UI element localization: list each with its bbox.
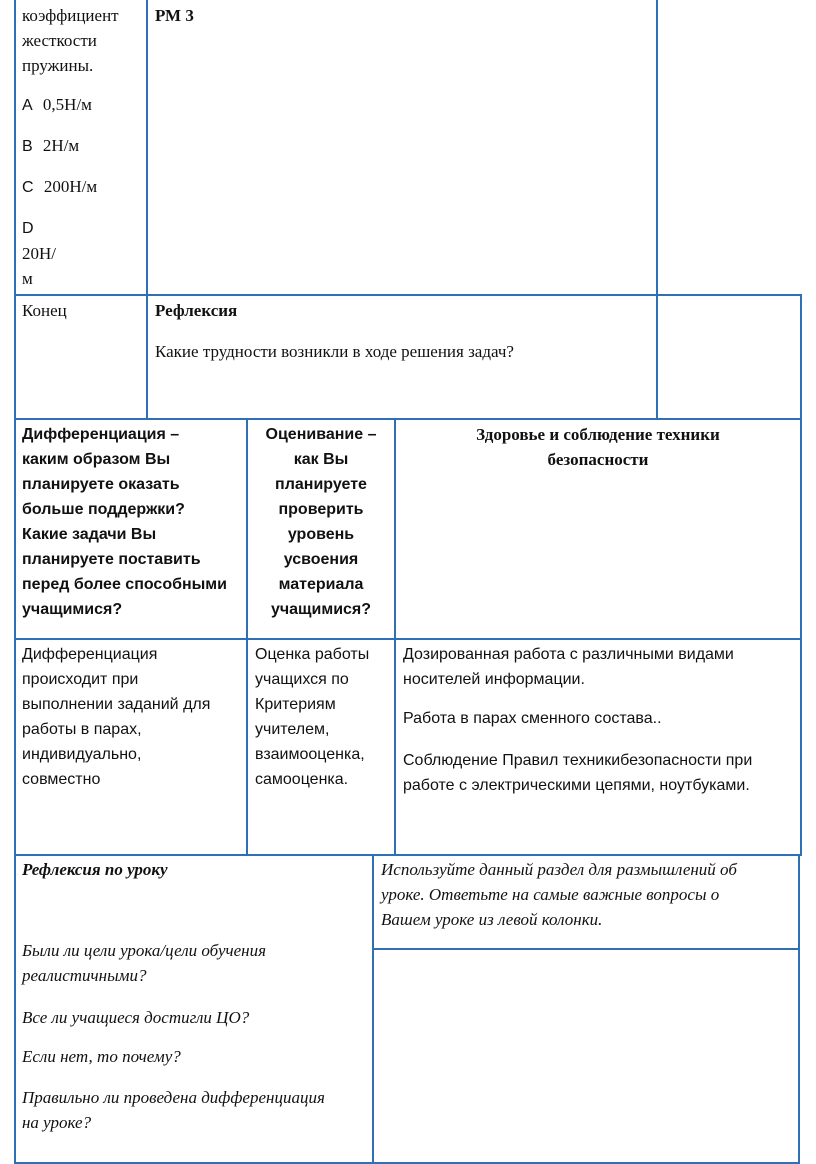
health-header <box>396 422 800 472</box>
option-value: 2Н/м <box>42 136 80 155</box>
reflection-q1 <box>22 938 266 988</box>
content-line: происходит при <box>22 671 139 688</box>
option-letter: C <box>22 179 34 196</box>
content-line: Дозированная работа с различными видами <box>403 646 734 663</box>
question-line: жесткости <box>22 31 97 50</box>
content-line: работы в парах, <box>22 721 142 738</box>
header-line: учащимися? <box>22 601 123 618</box>
question-line: на уроке? <box>22 1113 92 1132</box>
content-line: Дифференциация <box>22 646 158 663</box>
header-line: больше поддержки? <box>22 501 185 518</box>
instruction-line: Используйте данный раздел для размышлений об <box>381 860 737 879</box>
option-a <box>22 92 92 118</box>
reflection-title: Рефлексия <box>155 301 238 320</box>
content-line: совместно <box>22 771 101 788</box>
pm-cell <box>146 0 658 296</box>
header-line: уровень <box>287 526 355 543</box>
pm-label: РМ 3 <box>155 6 194 25</box>
option-letter: A <box>22 97 33 114</box>
header-line: материала <box>278 576 364 593</box>
content-line: работе с электрическими цепями, ноутбуками. <box>403 777 750 794</box>
content-line: взаимооценка, <box>255 746 365 763</box>
lesson-reflection-title: Рефлексия по уроку <box>22 860 168 879</box>
header-line: проверить <box>278 501 364 518</box>
content-line: Соблюдение Правил техникибезопасности при <box>403 752 753 769</box>
option-value: 200Н/м <box>43 177 98 196</box>
reflection-instructions <box>381 857 737 932</box>
header-line: усвоения <box>283 551 359 568</box>
content-line: Критериям <box>255 696 336 713</box>
content-line: учащихся по <box>255 671 349 688</box>
header-line: планируете поставить <box>22 551 201 568</box>
content-line: учителем, <box>255 721 330 738</box>
question-line: Правильно ли проведена дифференциация <box>22 1088 325 1107</box>
header-line: планируете оказать <box>22 476 180 493</box>
reflection-q3: Если нет, то почему? <box>22 1047 181 1066</box>
resources-cell <box>656 294 802 420</box>
reflection-question: Какие трудности возникли в ходе решения задач? <box>155 342 514 361</box>
header-line: безопасности <box>547 450 649 469</box>
differentiation-header <box>22 422 227 622</box>
assessment-content <box>255 642 369 792</box>
header-line: Здоровье и соблюдение техники <box>476 425 720 444</box>
header-line: Какие задачи Вы <box>22 526 157 543</box>
differentiation-content <box>22 642 210 792</box>
header-line: учащимися? <box>270 601 372 618</box>
health-content-p1 <box>403 642 734 692</box>
header-line: Оценивание – <box>265 426 377 443</box>
content-line: носителей информации. <box>403 671 585 688</box>
instruction-line: Вашем уроке из левой колонки. <box>381 910 603 929</box>
option-value: 0,5Н/м <box>42 95 92 114</box>
question-line: пружины. <box>22 56 94 75</box>
option-letter: B <box>22 138 33 155</box>
content-line: выполнении заданий для <box>22 696 211 713</box>
stage-label: Конец <box>22 301 67 320</box>
question-text <box>22 3 119 78</box>
header-line: планируете <box>275 476 367 493</box>
reflection-q2: Все ли учащиеся достигли ЦО? <box>22 1008 250 1027</box>
header-line: каким образом Вы <box>22 451 171 468</box>
reflection-q4 <box>22 1085 325 1135</box>
instruction-line: уроке. Ответьте на самые важные вопросы о <box>381 885 720 904</box>
question-line: реалистичными? <box>22 966 147 985</box>
option-value: 20Н/ <box>22 244 56 263</box>
question-line: Были ли цели урока/цели обучения <box>22 941 266 960</box>
option-value: м <box>22 269 33 288</box>
notes-cell <box>372 948 800 1164</box>
option-letter: D <box>22 220 34 237</box>
content-line: Оценка работы <box>255 646 370 663</box>
health-content-p3 <box>403 748 752 798</box>
header-line: перед более способными <box>22 576 227 593</box>
option-d <box>22 216 56 291</box>
assessment-header <box>248 422 394 622</box>
option-b <box>22 133 79 159</box>
content-line: индивидуально, <box>22 746 142 763</box>
header-line: как Вы <box>293 451 349 468</box>
health-content-p2: Работа в парах сменного состава.. <box>403 710 662 727</box>
header-line: Дифференциация – <box>22 426 180 443</box>
content-line: самооценка. <box>255 771 349 788</box>
option-c <box>22 174 97 200</box>
question-line: коэффициент <box>22 6 119 25</box>
